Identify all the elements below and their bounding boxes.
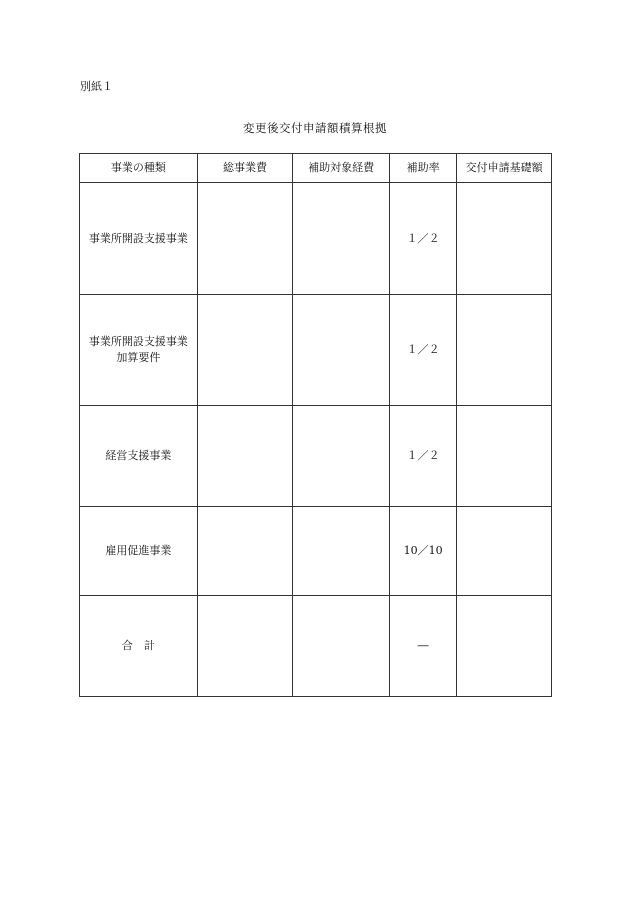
subsidy-rate-cell: ―	[389, 596, 456, 697]
header-subsidy-rate: 補助率	[389, 154, 456, 183]
business-type-sublabel: 加算要件	[116, 351, 161, 364]
subsidy-rate-cell: １／２	[389, 295, 456, 406]
attachment-label: 別紙１	[80, 80, 113, 93]
table-row	[80, 507, 552, 596]
eligible-cost-cell	[293, 183, 390, 295]
total-label-cell	[80, 596, 198, 697]
table-row	[80, 295, 552, 406]
total-cost-cell	[197, 507, 293, 596]
table-header-row	[80, 154, 552, 183]
subsidy-rate-cell: １／２	[389, 183, 456, 295]
header-business-type: 事業の種類	[80, 154, 198, 183]
total-cost-cell	[197, 295, 293, 406]
header-total-cost: 総事業費	[197, 154, 293, 183]
subsidy-rate-cell: 10／10	[389, 507, 456, 596]
base-amount-cell	[457, 183, 552, 295]
subsidy-rate-cell: １／２	[389, 406, 456, 507]
header-eligible-cost: 補助対象経費	[293, 154, 390, 183]
business-type-label: 雇用促進事業	[105, 544, 172, 557]
eligible-cost-cell	[293, 507, 390, 596]
table-row	[80, 406, 552, 507]
subsidy-basis-table	[79, 153, 552, 697]
base-amount-cell	[457, 406, 552, 507]
document-title: 変更後交付申請額積算根拠	[243, 121, 387, 135]
total-cost-cell	[197, 596, 293, 697]
total-label: 合 計	[121, 639, 155, 652]
business-type-label: 事業所開設支援事業	[88, 231, 188, 245]
table-row	[80, 183, 552, 295]
header-base-amount: 交付申請基礎額	[457, 154, 552, 183]
base-amount-cell	[457, 596, 552, 697]
eligible-cost-cell	[293, 406, 390, 507]
total-cost-cell	[197, 406, 293, 507]
business-type-cell	[80, 507, 198, 596]
total-row	[80, 596, 552, 697]
business-type-label: 経営支援事業	[105, 449, 172, 462]
total-cost-cell	[197, 183, 293, 295]
base-amount-cell	[457, 507, 552, 596]
business-type-cell	[80, 406, 198, 507]
eligible-cost-cell	[293, 295, 390, 406]
business-type-label: 事業所開設支援事業	[88, 335, 188, 348]
eligible-cost-cell	[293, 596, 390, 697]
business-type-cell	[80, 183, 198, 295]
base-amount-cell	[457, 295, 552, 406]
business-type-cell	[80, 295, 198, 406]
